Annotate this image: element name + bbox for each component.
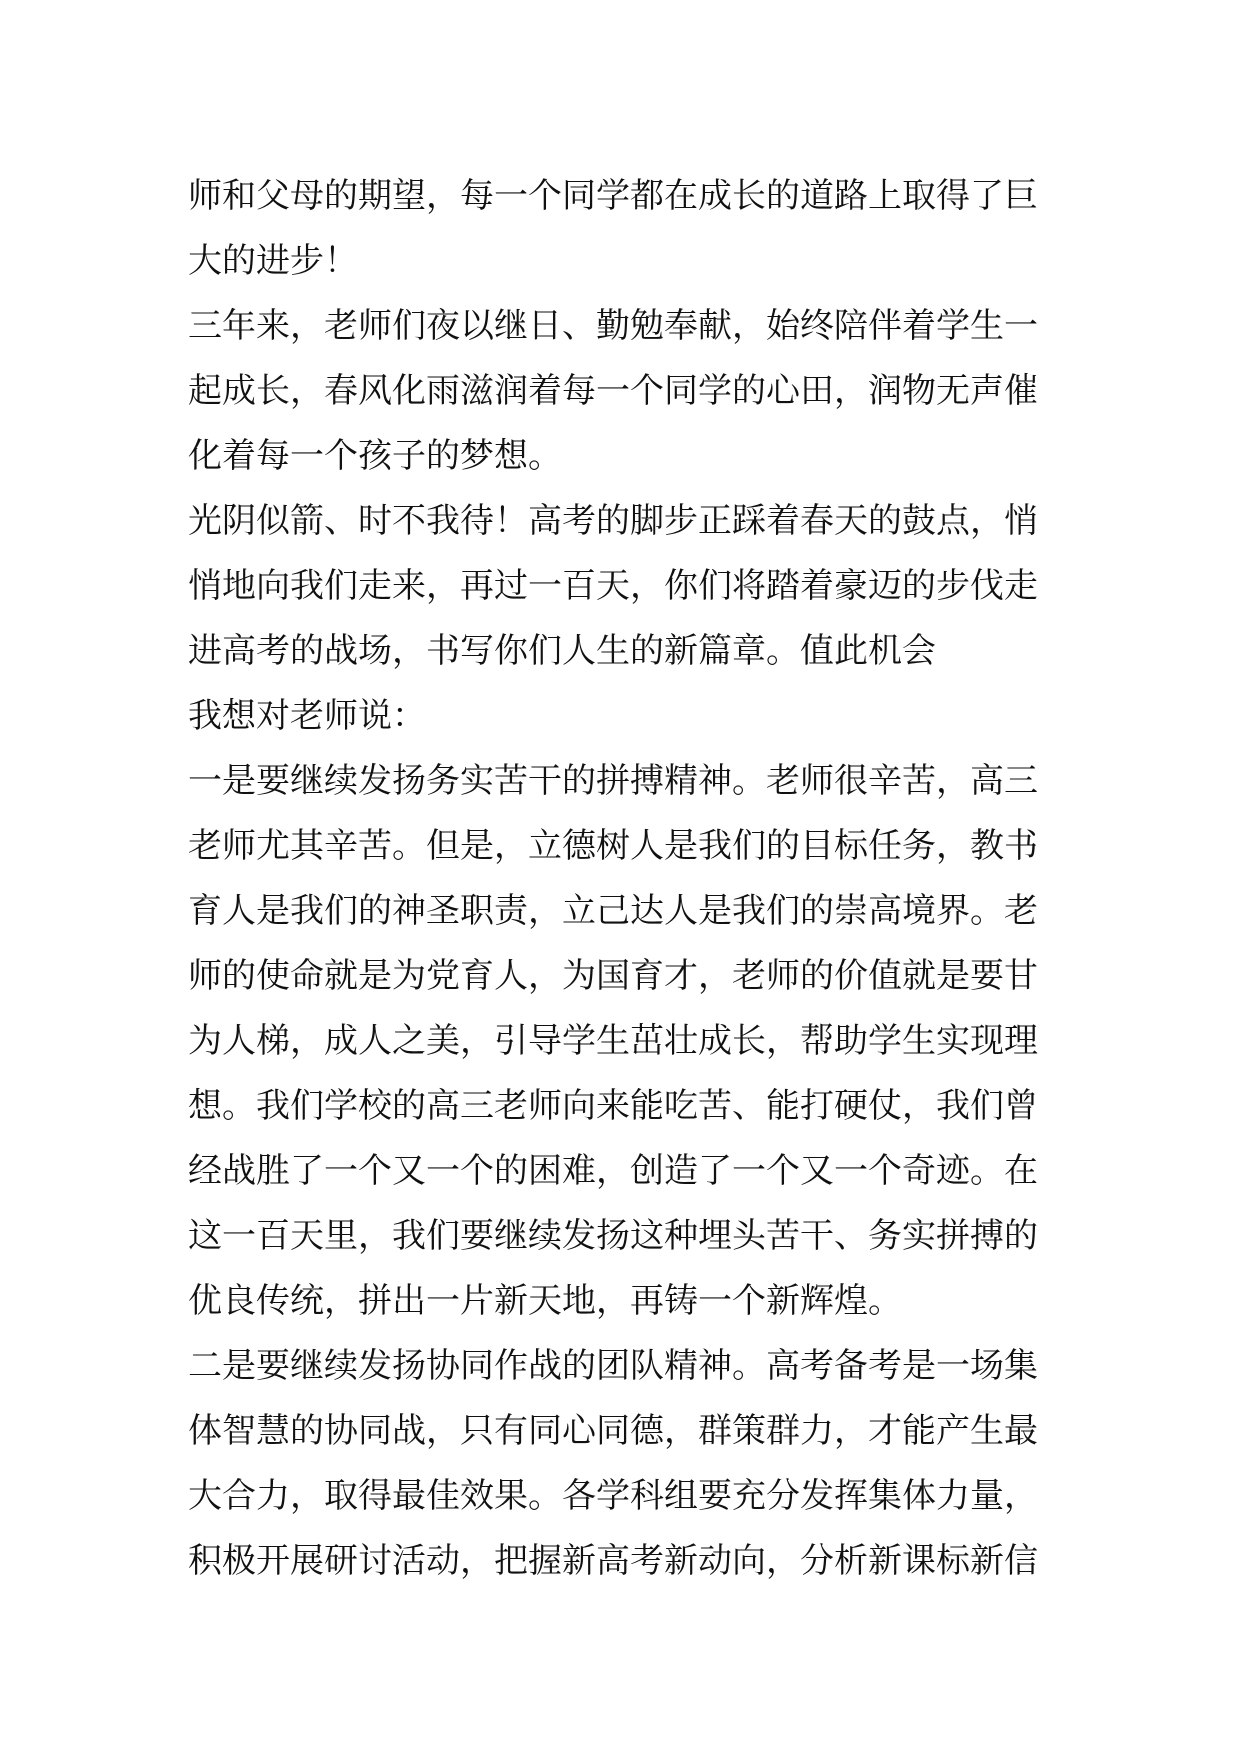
text-line: 体智慧的协同战，只有同心同德，群策群力，才能产生最 [188,1411,1038,1451]
text-line: 我想对老师说： [188,696,426,736]
text-line: 育人是我们的神圣职责，立己达人是我们的崇高境界。老 [188,891,1038,931]
text-line: 经战胜了一个又一个的困难，创造了一个又一个奇迹。在 [188,1151,1038,1191]
text-line: 三年来，老师们夜以继日、勤勉奉献，始终陪伴着学生一 [188,306,1038,346]
text-line: 师和父母的期望，每一个同学都在成长的道路上取得了巨 [188,176,1038,216]
text-line: 大合力，取得最佳效果。各学科组要充分发挥集体力量， [188,1476,1038,1516]
text-line: 进高考的战场，书写你们人生的新篇章。值此机会 [188,631,936,671]
text-line: 老师尤其辛苦。但是，立德树人是我们的目标任务，教书 [188,826,1038,866]
text-line: 想。我们学校的高三老师向来能吃苦、能打硬仗，我们曾 [188,1086,1038,1126]
text-line: 师的使命就是为党育人，为国育才，老师的价值就是要甘 [188,956,1038,996]
text-line: 起成长，春风化雨滋润着每一个同学的心田，润物无声催 [188,371,1038,411]
text-line: 一是要继续发扬务实苦干的拼搏精神。老师很辛苦，高三 [188,761,1038,801]
text-line: 为人梯，成人之美，引导学生茁壮成长，帮助学生实现理 [188,1021,1038,1061]
text-line: 光阴似箭、时不我待！高考的脚步正踩着春天的鼓点，悄 [188,501,1038,541]
text-line: 悄地向我们走来，再过一百天，你们将踏着豪迈的步伐走 [188,566,1038,606]
text-line: 优良传统，拼出一片新天地，再铸一个新辉煌。 [188,1281,902,1321]
text-line: 积极开展研讨活动，把握新高考新动向，分析新课标新信 [188,1541,1038,1581]
text-line: 二是要继续发扬协同作战的团队精神。高考备考是一场集 [188,1346,1038,1386]
body-text [188,164,1068,1594]
text-line: 化着每一个孩子的梦想。 [188,436,562,476]
text-line: 大的进步！ [188,241,358,281]
text-line: 这一百天里，我们要继续发扬这种埋头苦干、务实拼搏的 [188,1216,1038,1256]
